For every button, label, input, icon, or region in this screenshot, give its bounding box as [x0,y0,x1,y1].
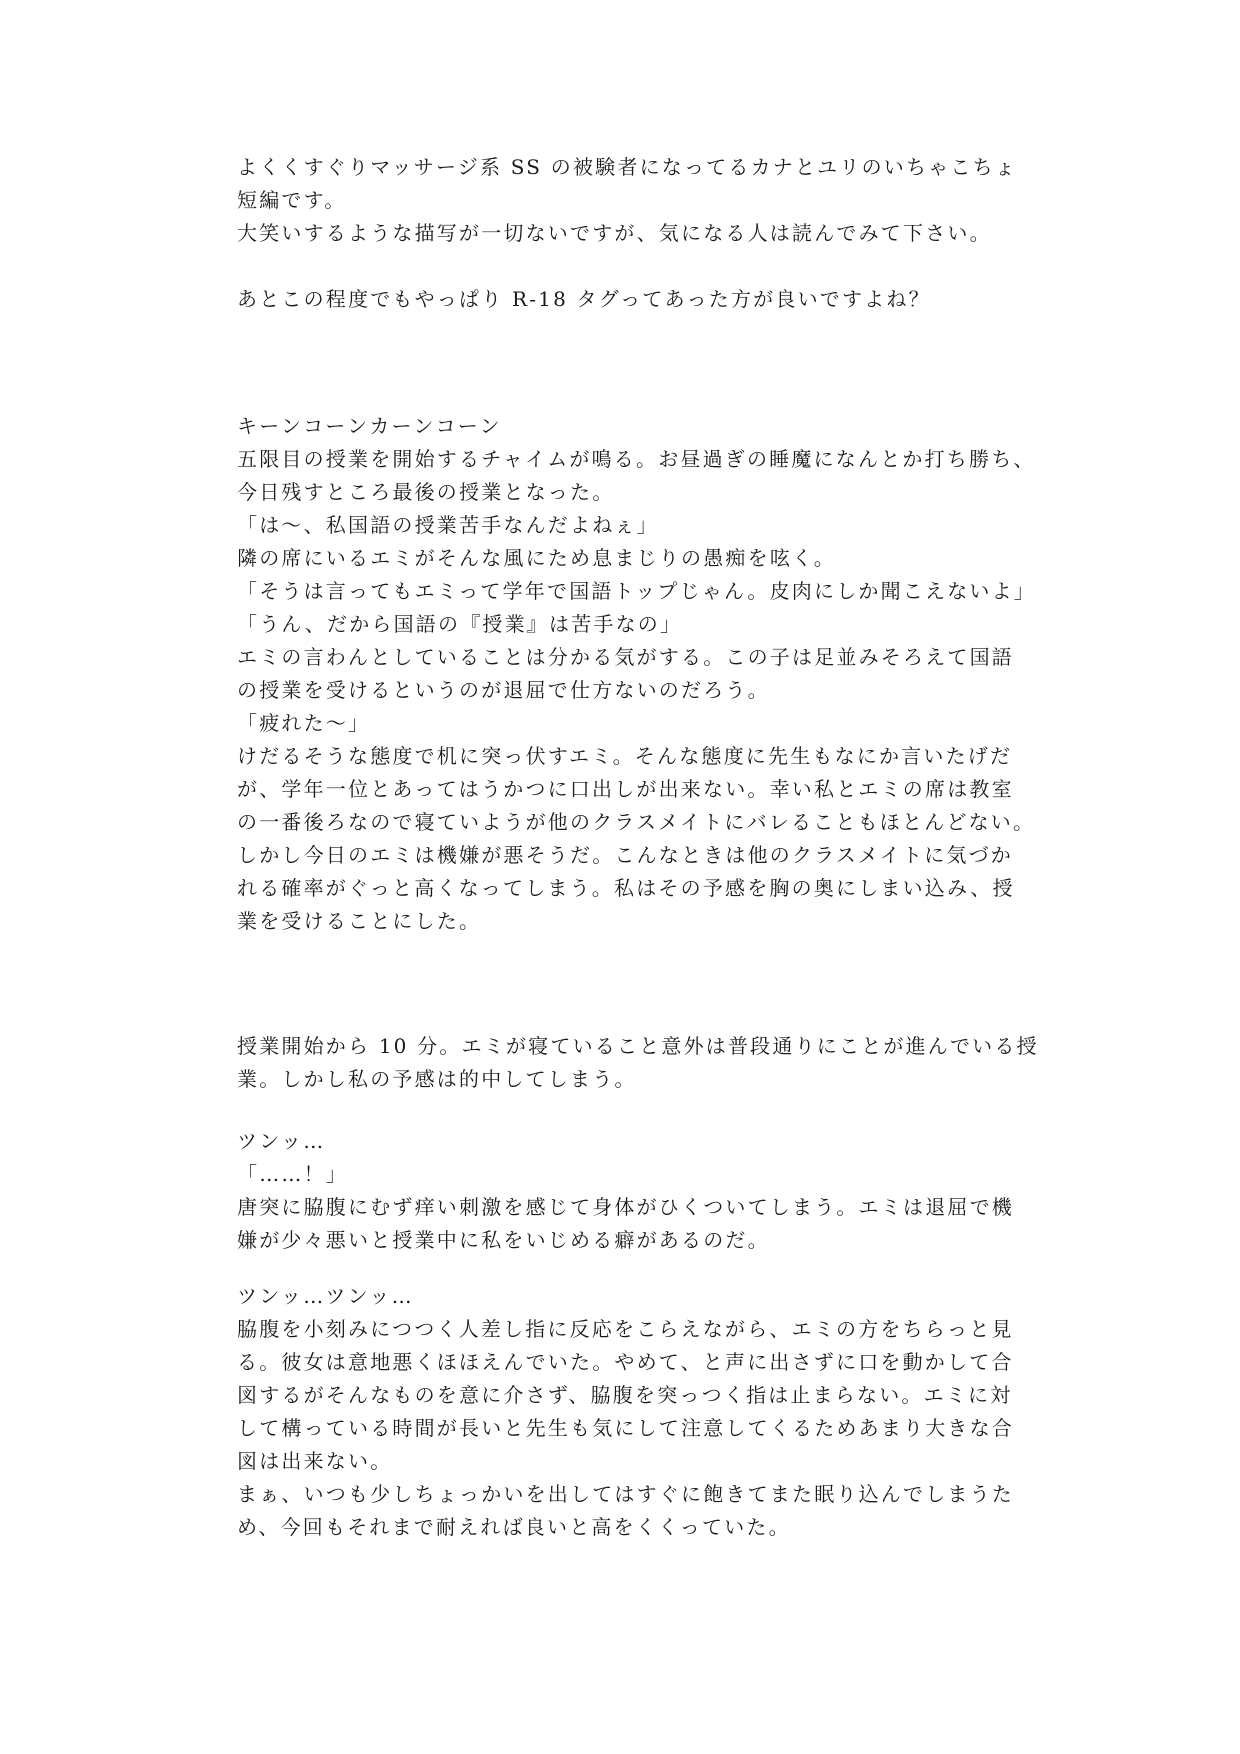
text-line: 唐突に脇腹にむず痒い刺激を感じて身体がひくついてしまう。エミは退屈で機 [237,1195,1014,1219]
text-line: の一番後ろなので寝ていようが他のクラスメイトにバレることもほとんどない。 [237,810,1036,834]
text-line: 脇腹を小刻みにつつく人差し指に反応をこらえながら、エミの方をちらっと見 [237,1317,1014,1341]
text-line: 今日残すところ最後の授業となった。 [237,480,615,504]
text-line: の授業を受けるというのが退屈で仕方ないのだろう。 [237,678,770,702]
text-line: が、学年一位とあってはうかつに口出しが出来ない。幸い私とエミの席は教室 [237,777,1014,801]
text-line: る。彼女は意地悪くほほえんでいた。やめて、と声に出さずに口を動かして合 [237,1350,1014,1374]
text-line: エミの言わんとしていることは分かる気がする。この子は足並みそろえて国語 [237,645,1014,669]
text-line: 隣の席にいるエミがそんな風にため息まじりの愚痴を呟く。 [237,546,836,570]
story-section-4 [237,1280,1017,1544]
text-line: 図するがそんなものを意に介さず、脇腹を突っつく指は止まらない。エミに対 [237,1383,1013,1407]
text-line: よくくすぐりマッサージ系 SS の被験者になってるカナとユリのいちゃこちょ [237,155,1017,179]
intro-note [237,151,1017,316]
text-line: 「うん、だから国語の『授業』は苦手なの」 [237,612,683,636]
story-section-1 [237,410,1036,938]
text-line: しかし今日のエミは機嫌が悪そうだ。こんなときは他のクラスメイトに気づか [237,843,1013,867]
text-line: 業を受けることにした。 [237,909,482,933]
text-line: 五限目の授業を開始するチャイムが鳴る。お昼過ぎの睡魔になんとか打ち勝ち、 [237,447,1036,471]
text-line: 短編です。 [237,188,347,212]
text-line: ツンッ…ツンッ… [237,1284,414,1308]
text-line: め、今回もそれまで耐えれば良いと高をくくっていた。 [237,1515,791,1539]
text-line: まぁ、いつも少しちょっかいを出してはすぐに飽きてまた眠り込んでしまうた [237,1482,1014,1506]
text-line: 授業開始から 10 分。エミが寝ていること意外は普段通りにことが進んでいる授 [237,1034,1039,1058]
text-line: 「は～、私国語の授業苦手なんだよねぇ」 [237,513,659,537]
text-line: けだるそうな態度で机に突っ伏すエミ。そんな態度に先生もなにか言いたげだ [237,744,1013,768]
text-line: 「……！」 [237,1162,348,1186]
text-line: 嫌が少々悪いと授業中に私をいじめる癖があるのだ。 [237,1228,770,1252]
text-line: れる確率がぐっと高くなってしまう。私はその予感を胸の奥にしまい込み、授 [237,876,1015,900]
story-section-3 [237,1125,1017,1257]
text-line: 図は出来ない。 [237,1449,393,1473]
text-line: ツンッ… [237,1129,326,1153]
blank-line [237,250,1017,283]
text-line: 「疲れた～」 [237,711,371,735]
text-line: して構っている時間が長いと先生も気にして注意してくるためあまり大きな合 [237,1416,1014,1440]
text-line: あとこの程度でもやっぱり R-18 タグってあった方が良いですよね？ [237,287,931,311]
text-line: 「そうは言ってもエミって学年で国語トップじゃん。皮肉にしか聞こえないよ」 [237,579,1036,603]
text-line: 大笑いするような描写が一切ないですが、気になる人は読んでみて下さい。 [237,221,992,245]
text-line: 業。しかし私の予感は的中してしまう。 [237,1067,637,1091]
text-line: キーンコーンカーンコーン [237,414,502,438]
story-section-2 [237,1030,1039,1096]
